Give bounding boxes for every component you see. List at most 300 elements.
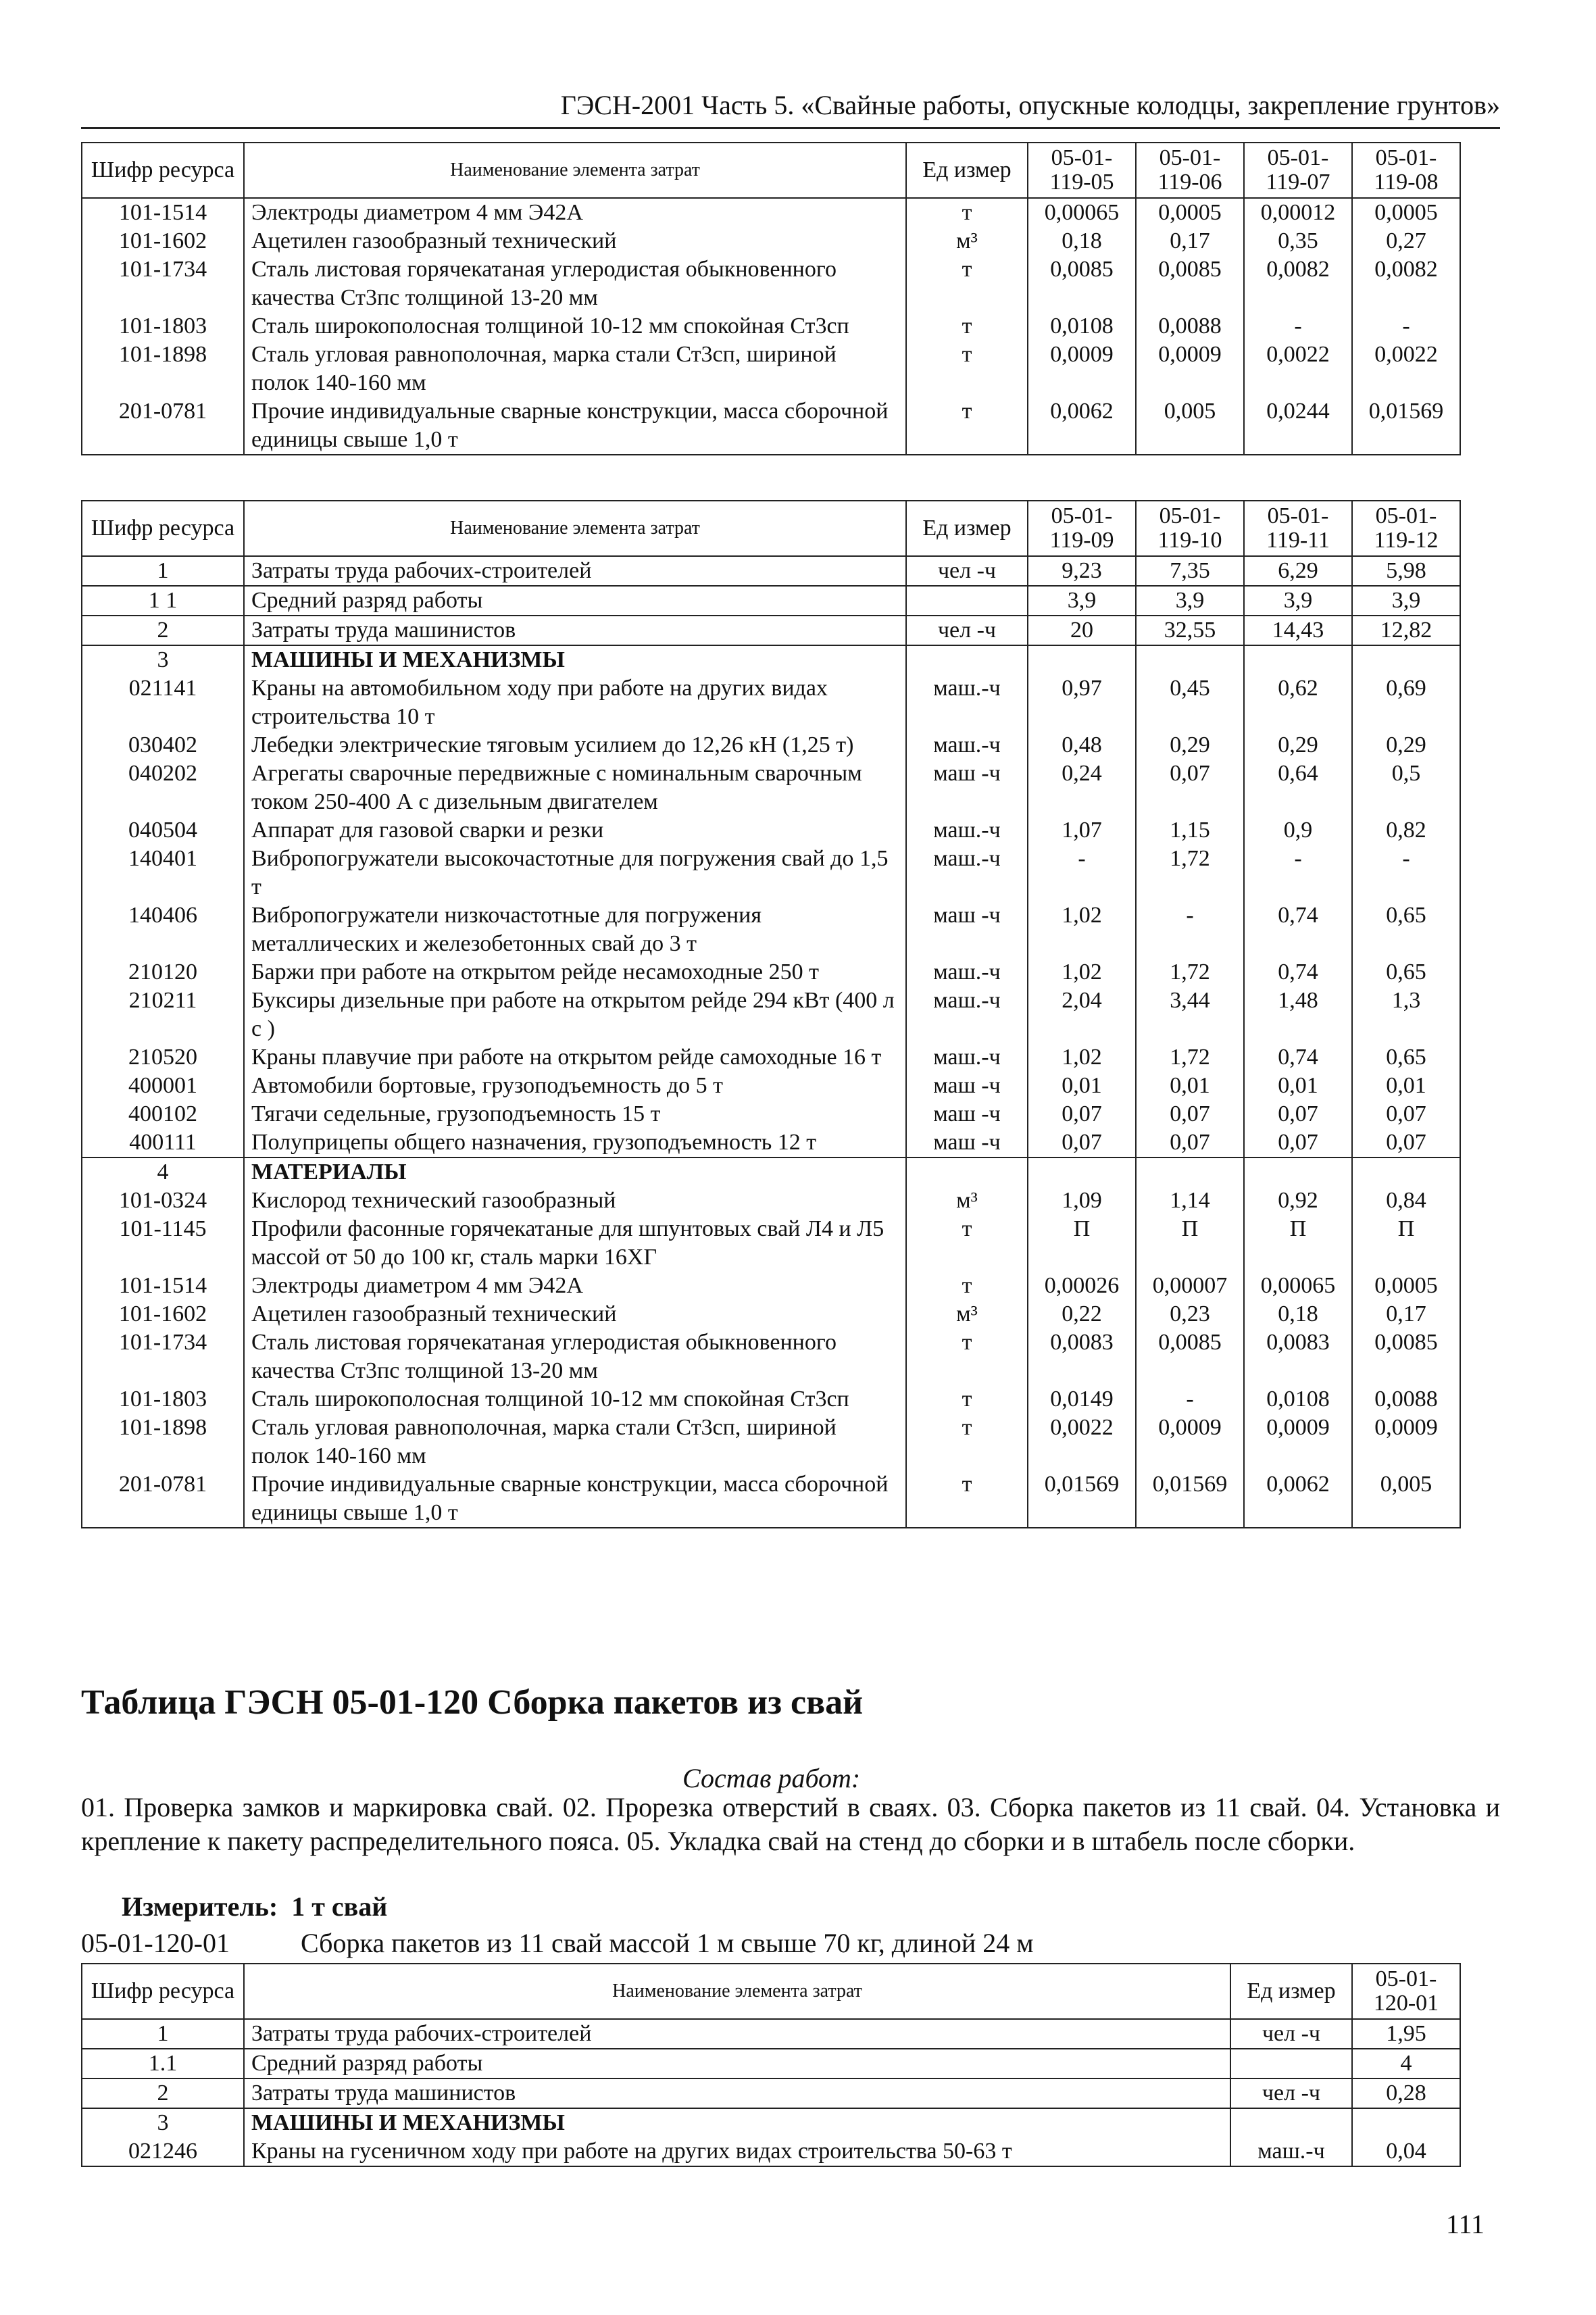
resource-code-cell: 101-1145 [82,1215,244,1272]
value-cell: 0,29 [1244,731,1352,760]
resource-name-cell: Электроды диаметром 4 мм Э42А [244,198,906,227]
resource-code-cell: 201-0781 [82,1470,244,1528]
value-cell: 0,00065 [1244,1272,1352,1300]
value-cell: 0,74 [1244,1043,1352,1072]
resource-code-cell: 101-1898 [82,341,244,397]
value-cell: 0,65 [1352,901,1460,958]
column-header: 05-01-119-05 [1028,143,1136,198]
value-cell: 0,0085 [1028,255,1136,312]
table-row [82,1215,1460,1272]
section-title: Таблица ГЭСН 05-01-120 Сборка пакетов из свай [81,1683,864,1722]
value-cell: 0,0062 [1028,397,1136,455]
value-cell: 0,0088 [1136,312,1244,341]
unit-cell: т [906,1328,1028,1385]
unit-cell: чел -ч [1230,2078,1352,2108]
value-cell: 0,0085 [1136,255,1244,312]
resource-name-cell: Сталь широкополосная толщиной 10-12 мм спокойная Ст3сп [244,312,906,341]
resource-code-cell: 101-1803 [82,312,244,341]
value-cell: 0,0082 [1352,255,1460,312]
table-row [82,1043,1460,1072]
resource-code-cell: 3 [82,645,244,674]
table-row [82,2019,1460,2049]
column-header: 05-01-119-07 [1244,143,1352,198]
value-cell: 0,74 [1244,958,1352,987]
table-row [82,616,1460,645]
column-header: Ед измер [906,143,1028,198]
table-row [82,987,1460,1043]
resource-table-119-05-08 [81,142,1461,455]
value-cell: 0,07 [1136,1128,1244,1158]
value-cell: П [1352,1215,1460,1272]
value-cell: 0,04 [1352,2137,1460,2166]
resource-code-cell: 140401 [82,845,244,901]
value-cell: - [1352,312,1460,341]
resource-name-cell: Ацетилен газообразный технический [244,227,906,255]
value-cell: 0,82 [1352,816,1460,845]
value-cell [1136,645,1244,674]
unit-cell: чел -ч [1230,2019,1352,2049]
resource-code-cell: 101-1734 [82,255,244,312]
value-cell: 0,27 [1352,227,1460,255]
value-cell: 0,92 [1244,1187,1352,1215]
resource-name-cell: МАШИНЫ И МЕХАНИЗМЫ [244,2108,1230,2137]
value-cell: 0,0005 [1352,198,1460,227]
value-cell: 0,01 [1028,1072,1136,1100]
resource-name-cell: Тягачи седельные, грузоподъемность 15 т [244,1100,906,1128]
value-cell: - [1028,845,1136,901]
resource-name-cell: Вибропогружатели высокочастотные для погружения свай до 1,5 т [244,845,906,901]
column-header: Наименование элемента затрат [244,143,906,198]
column-header: Шифр ресурса [82,501,244,556]
resource-name-cell: Средний разряд работы [244,2049,1230,2078]
column-header: 05-01-120-01 [1352,1964,1460,2019]
value-cell: 32,55 [1136,616,1244,645]
value-cell: 1,48 [1244,987,1352,1043]
resource-code-cell: 201-0781 [82,397,244,455]
column-header: 05-01-119-11 [1244,501,1352,556]
table-row [82,397,1460,455]
resource-code-cell: 101-1602 [82,227,244,255]
table-row [82,901,1460,958]
table-row [82,1385,1460,1414]
value-cell: 0,23 [1136,1300,1244,1328]
value-cell: 6,29 [1244,556,1352,586]
unit-cell: маш -ч [906,1072,1028,1100]
resource-name-cell: Буксиры дизельные при работе на открытом рейде 294 кВт (400 л с ) [244,987,906,1043]
resource-name-cell: Аппарат для газовой сварки и резки [244,816,906,845]
resource-code-cell: 3 [82,2108,244,2137]
unit-cell: т [906,397,1028,455]
resource-name-cell: Вибропогружатели низкочастотные для погружения металлических и железобетонных свай до 3 т [244,901,906,958]
resource-code-cell: 101-1514 [82,1272,244,1300]
value-cell: 9,23 [1028,556,1136,586]
unit-cell: маш -ч [906,760,1028,816]
value-cell [1028,645,1136,674]
resource-code-cell: 2 [82,616,244,645]
resource-code-cell: 140406 [82,901,244,958]
value-cell: - [1352,845,1460,901]
measure-value: 1 т свай [291,1891,388,1922]
column-header: 05-01-119-06 [1136,143,1244,198]
table-header-row [82,143,1460,198]
value-cell: 0,00007 [1136,1272,1244,1300]
value-cell: 0,0062 [1244,1470,1352,1528]
value-cell [1244,1158,1352,1187]
resource-code-cell: 040202 [82,760,244,816]
composition-text: 01. Проверка замков и маркировка свай. 02. Прорезка отверстий в сваях. 03. Сборка пакетов из 11 свай. 04. Установка и крепление к пакету распределительного пояса. 05. Укладка свай на стенд до сборки и в штабель после сборки. [81,1792,1500,1856]
value-cell: 0,005 [1136,397,1244,455]
value-cell: 0,01 [1352,1072,1460,1100]
value-cell: 0,00065 [1028,198,1136,227]
value-cell: 0,0022 [1244,341,1352,397]
resource-name-cell: Сталь угловая равнополочная, марка стали Ст3сп, шириной полок 140-160 мм [244,341,906,397]
value-cell: 0,62 [1244,674,1352,731]
value-cell: 0,0022 [1028,1414,1136,1470]
value-cell [1136,1158,1244,1187]
unit-cell: т [906,1272,1028,1300]
table-row [82,674,1460,731]
unit-cell [906,645,1028,674]
running-header: ГЭСН-2001 Часть 5. «Свайные работы, опускные колодцы, закрепление грунтов» [560,90,1500,120]
value-cell: 0,07 [1352,1100,1460,1128]
column-header: Шифр ресурса [82,1964,244,2019]
value-cell: 0,0108 [1244,1385,1352,1414]
resource-name-cell: Ацетилен газообразный технический [244,1300,906,1328]
resource-code-cell: 210520 [82,1043,244,1072]
value-cell: 0,65 [1352,1043,1460,1072]
column-header: 05-01-119-08 [1352,143,1460,198]
unit-cell: т [906,1414,1028,1470]
resource-name-cell: Баржи при работе на открытом рейде несамоходные 250 т [244,958,906,987]
table-row [82,958,1460,987]
value-cell: 0,00012 [1244,198,1352,227]
table-row [82,2049,1460,2078]
resource-name-cell: Сталь широкополосная толщиной 10-12 мм спокойная Ст3сп [244,1385,906,1414]
value-cell: П [1028,1215,1136,1272]
table-row [82,586,1460,616]
value-cell: 0,07 [1244,1100,1352,1128]
value-cell: 3,9 [1352,586,1460,616]
column-header: 05-01-119-10 [1136,501,1244,556]
value-cell: 0,0009 [1136,1414,1244,1470]
table-row [82,198,1460,227]
value-cell: 3,44 [1136,987,1244,1043]
norm-description: Сборка пакетов из 11 свай массой 1 м свыше 70 кг, длиной 24 м [301,1928,1034,1958]
value-cell: 0,84 [1352,1187,1460,1215]
value-cell: 0,00026 [1028,1272,1136,1300]
value-cell: 0,24 [1028,760,1136,816]
value-cell: 0,22 [1028,1300,1136,1328]
unit-cell: т [906,198,1028,227]
resource-name-cell: МАШИНЫ И МЕХАНИЗМЫ [244,645,906,674]
value-cell: 0,01569 [1136,1470,1244,1528]
value-cell: 0,01 [1136,1072,1244,1100]
value-cell: 0,0009 [1352,1414,1460,1470]
value-cell: 0,9 [1244,816,1352,845]
value-cell: 0,18 [1028,227,1136,255]
norm-code: 05-01-120-01 [81,1928,230,1958]
unit-cell: маш.-ч [906,845,1028,901]
unit-cell: т [906,1215,1028,1272]
resource-code-cell: 1 1 [82,586,244,616]
unit-cell: м³ [906,1187,1028,1215]
table-row [82,816,1460,845]
resource-code-cell: 030402 [82,731,244,760]
value-cell: 0,005 [1352,1470,1460,1528]
column-header: 05-01-119-12 [1352,501,1460,556]
resource-name-cell: Средний разряд работы [244,586,906,616]
resource-name-cell: Затраты труда рабочих-строителей [244,556,906,586]
value-cell: 0,0005 [1352,1272,1460,1300]
value-cell: 1,15 [1136,816,1244,845]
unit-cell: т [906,312,1028,341]
resource-code-cell: 400111 [82,1128,244,1158]
value-cell: 4 [1352,2049,1460,2078]
resource-name-cell: Профили фасонные горячекатаные для шпунтовых свай Л4 и Л5 массой от 50 до 100 кг, сталь марки 16ХГ [244,1215,906,1272]
value-cell [1352,645,1460,674]
unit-cell [906,1158,1028,1187]
column-header: Ед измер [906,501,1028,556]
value-cell: 1,07 [1028,816,1136,845]
resource-code-cell: 021141 [82,674,244,731]
resource-code-cell: 400102 [82,1100,244,1128]
table-row [82,1128,1460,1158]
value-cell: 0,0082 [1244,255,1352,312]
value-cell: 1,02 [1028,1043,1136,1072]
table-row [82,556,1460,586]
unit-cell [1230,2049,1352,2078]
table-row [82,1470,1460,1528]
value-cell: 0,64 [1244,760,1352,816]
resource-name-cell: Лебедки электрические тяговым усилием до 12,26 кН (1,25 т) [244,731,906,760]
value-cell: 0,01569 [1352,397,1460,455]
value-cell: 1,72 [1136,1043,1244,1072]
resource-name-cell: Краны плавучие при работе на открытом рейде самоходные 16 т [244,1043,906,1072]
unit-cell: маш.-ч [906,1043,1028,1072]
measure-line [122,1891,387,1922]
value-cell: 0,48 [1028,731,1136,760]
unit-cell: маш.-ч [906,958,1028,987]
value-cell: 0,0005 [1136,198,1244,227]
table-header-row [82,501,1460,556]
value-cell: 3,9 [1028,586,1136,616]
value-cell [1352,2108,1460,2137]
resource-name-cell: Сталь листовая горячекатаная углеродистая обыкновенного качества Ст3пс толщиной 13-20 мм [244,1328,906,1385]
column-header: Шифр ресурса [82,143,244,198]
table-row [82,645,1460,674]
value-cell: 0,5 [1352,760,1460,816]
resource-name-cell: Краны на автомобильном ходу при работе на других видах строительства 10 т [244,674,906,731]
resource-table-120-01 [81,1963,1461,2167]
value-cell: 0,35 [1244,227,1352,255]
unit-cell: маш -ч [906,1100,1028,1128]
value-cell: 1,95 [1352,2019,1460,2049]
value-cell: 12,82 [1352,616,1460,645]
resource-code-cell: 210120 [82,958,244,987]
value-cell: 7,35 [1136,556,1244,586]
resource-name-cell: Электроды диаметром 4 мм Э42А [244,1272,906,1300]
value-cell: 0,07 [1136,1100,1244,1128]
value-cell: 0,0022 [1352,341,1460,397]
unit-cell: чел -ч [906,556,1028,586]
unit-cell: т [906,255,1028,312]
value-cell: 0,0244 [1244,397,1352,455]
resource-table-119-09-12 [81,500,1461,1528]
resource-name-cell: Затраты труда машинистов [244,616,906,645]
value-cell: 0,0083 [1244,1328,1352,1385]
value-cell: 0,07 [1136,760,1244,816]
page-number: 111 [1446,2209,1485,2239]
unit-cell: маш.-ч [906,816,1028,845]
value-cell: 0,0009 [1028,341,1136,397]
unit-cell: т [906,1385,1028,1414]
value-cell: 0,07 [1028,1128,1136,1158]
value-cell: П [1136,1215,1244,1272]
unit-cell: м³ [906,1300,1028,1328]
value-cell: 14,43 [1244,616,1352,645]
value-cell: 3,9 [1244,586,1352,616]
value-cell: 0,29 [1136,731,1244,760]
value-cell: 0,65 [1352,958,1460,987]
table-row [82,341,1460,397]
value-cell: - [1136,1385,1244,1414]
resource-code-cell: 101-1734 [82,1328,244,1385]
column-header: Наименование элемента затрат [244,1964,1230,2019]
resource-name-cell: Сталь листовая горячекатаная углеродистая обыкновенного качества Ст3пс толщиной 13-20 мм [244,255,906,312]
resource-name-cell: Краны на гусеничном ходу при работе на других видах строительства 50-63 т [244,2137,1230,2166]
value-cell: 1,09 [1028,1187,1136,1215]
resource-code-cell: 1.1 [82,2049,244,2078]
value-cell: 0,0088 [1352,1385,1460,1414]
table-body [82,2019,1460,2166]
value-cell: 0,17 [1352,1300,1460,1328]
value-cell: 20 [1028,616,1136,645]
resource-name-cell: Кислород технический газообразный [244,1187,906,1215]
value-cell: - [1136,901,1244,958]
header-rule [81,127,1500,129]
value-cell: 0,0009 [1244,1414,1352,1470]
column-header: Ед измер [1230,1964,1352,2019]
resource-code-cell: 101-1803 [82,1385,244,1414]
measure-label: Измеритель: [122,1891,278,1922]
value-cell: 0,74 [1244,901,1352,958]
table-row [82,845,1460,901]
resource-code-cell: 400001 [82,1072,244,1100]
unit-cell: маш.-ч [1230,2137,1352,2166]
value-cell: 0,0083 [1028,1328,1136,1385]
resource-name-cell: Затраты труда машинистов [244,2078,1230,2108]
unit-cell [1230,2108,1352,2137]
resource-code-cell: 101-1514 [82,198,244,227]
resource-name-cell: Затраты труда рабочих-строителей [244,2019,1230,2049]
table-row [82,1414,1460,1470]
value-cell: 1,02 [1028,958,1136,987]
resource-name-cell: Прочие индивидуальные сварные конструкции, масса сборочной единицы свыше 1,0 т [244,1470,906,1528]
value-cell: 0,17 [1136,227,1244,255]
value-cell: 0,0149 [1028,1385,1136,1414]
value-cell: П [1244,1215,1352,1272]
value-cell: 0,07 [1352,1128,1460,1158]
unit-cell: маш.-ч [906,987,1028,1043]
table-row [82,731,1460,760]
column-header: 05-01-119-09 [1028,501,1136,556]
value-cell [1028,1158,1136,1187]
table-row [82,2078,1460,2108]
table-row [82,760,1460,816]
value-cell: 3,9 [1136,586,1244,616]
value-cell: - [1244,845,1352,901]
table-row [82,1187,1460,1215]
unit-cell: т [906,1470,1028,1528]
unit-cell: м³ [906,227,1028,255]
value-cell: 0,07 [1244,1128,1352,1158]
resource-code-cell: 101-0324 [82,1187,244,1215]
table-body [82,198,1460,455]
value-cell: 1,14 [1136,1187,1244,1215]
value-cell: 1,02 [1028,901,1136,958]
resource-name-cell: Агрегаты сварочные передвижные с номинальным сварочным током 250-400 А с дизельным двигателем [244,760,906,816]
composition-heading: Состав работ: [682,1763,861,1793]
value-cell: 1,72 [1136,845,1244,901]
resource-name-cell: Автомобили бортовые, грузоподъемность до 5 т [244,1072,906,1100]
resource-code-cell: 2 [82,2078,244,2108]
value-cell: 1,3 [1352,987,1460,1043]
value-cell: - [1244,312,1352,341]
table-row [82,1158,1460,1187]
table-row [82,1300,1460,1328]
value-cell: 2,04 [1028,987,1136,1043]
value-cell: 0,28 [1352,2078,1460,2108]
unit-cell [906,586,1028,616]
resource-code-cell: 101-1898 [82,1414,244,1470]
value-cell: 0,0009 [1136,341,1244,397]
resource-code-cell: 4 [82,1158,244,1187]
unit-cell: маш -ч [906,1128,1028,1158]
resource-code-cell: 021246 [82,2137,244,2166]
unit-cell: маш.-ч [906,731,1028,760]
value-cell [1352,1158,1460,1187]
resource-code-cell: 101-1602 [82,1300,244,1328]
value-cell: 0,45 [1136,674,1244,731]
unit-cell: чел -ч [906,616,1028,645]
unit-cell: т [906,341,1028,397]
resource-name-cell: Прочие индивидуальные сварные конструкции, масса сборочной единицы свыше 1,0 т [244,397,906,455]
value-cell: 0,0085 [1352,1328,1460,1385]
value-cell: 0,0085 [1136,1328,1244,1385]
value-cell: 0,18 [1244,1300,1352,1328]
value-cell: 0,07 [1028,1100,1136,1128]
value-cell: 1,72 [1136,958,1244,987]
unit-cell: маш.-ч [906,674,1028,731]
table-row [82,312,1460,341]
column-header: Наименование элемента затрат [244,501,906,556]
resource-code-cell: 1 [82,2019,244,2049]
resource-code-cell: 1 [82,556,244,586]
table-row [82,2108,1460,2137]
table-row [82,1072,1460,1100]
value-cell: 0,29 [1352,731,1460,760]
value-cell: 0,01569 [1028,1470,1136,1528]
table-row [82,255,1460,312]
table-row [82,1328,1460,1385]
unit-cell: маш -ч [906,901,1028,958]
table-row [82,1272,1460,1300]
table-body [82,556,1460,1528]
value-cell [1244,645,1352,674]
table-row [82,1100,1460,1128]
resource-code-cell: 040504 [82,816,244,845]
value-cell: 5,98 [1352,556,1460,586]
